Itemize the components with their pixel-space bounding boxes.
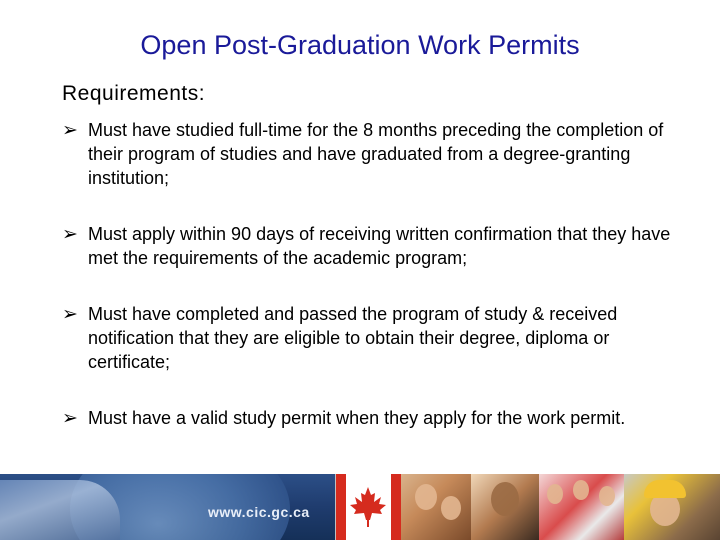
arrow-bullet-icon: ➢ xyxy=(62,303,78,325)
arrow-bullet-icon: ➢ xyxy=(62,119,78,141)
list-item xyxy=(62,118,682,190)
arrow-bullet-icon: ➢ xyxy=(62,223,78,245)
bullet-text: Must have studied full-time for the 8 months preceding the completion of their program of studies and have graduated from a degree-granting institution; xyxy=(88,120,664,188)
footer-graphic xyxy=(0,474,335,540)
maple-leaf-icon xyxy=(348,485,388,529)
student-portrait-photo xyxy=(471,474,539,540)
slide-title: Open Post-Graduation Work Permits xyxy=(140,30,580,60)
requirements-list xyxy=(62,118,682,462)
bullet-text: Must have a valid study permit when they apply for the work permit. xyxy=(88,408,626,428)
list-item xyxy=(62,302,682,374)
requirements-heading: Requirements: xyxy=(62,82,206,105)
list-item xyxy=(62,406,682,430)
canada-flag xyxy=(335,474,402,540)
bullet-text: Must apply within 90 days of receiving written confirmation that they have met the requirements of the academic program; xyxy=(88,224,671,268)
construction-worker-photo xyxy=(624,474,720,540)
arrow-bullet-icon: ➢ xyxy=(62,407,78,429)
website-url: www.cic.gc.ca xyxy=(208,504,310,520)
crowd-with-flag-photo xyxy=(539,474,624,540)
footer-banner xyxy=(0,474,720,540)
students-photo xyxy=(401,474,471,540)
list-item xyxy=(62,222,682,270)
bullet-text: Must have completed and passed the program of study & received notification that they are eligible to obtain their degree, diploma or certificate; xyxy=(88,304,618,372)
handshake-image xyxy=(0,480,120,540)
